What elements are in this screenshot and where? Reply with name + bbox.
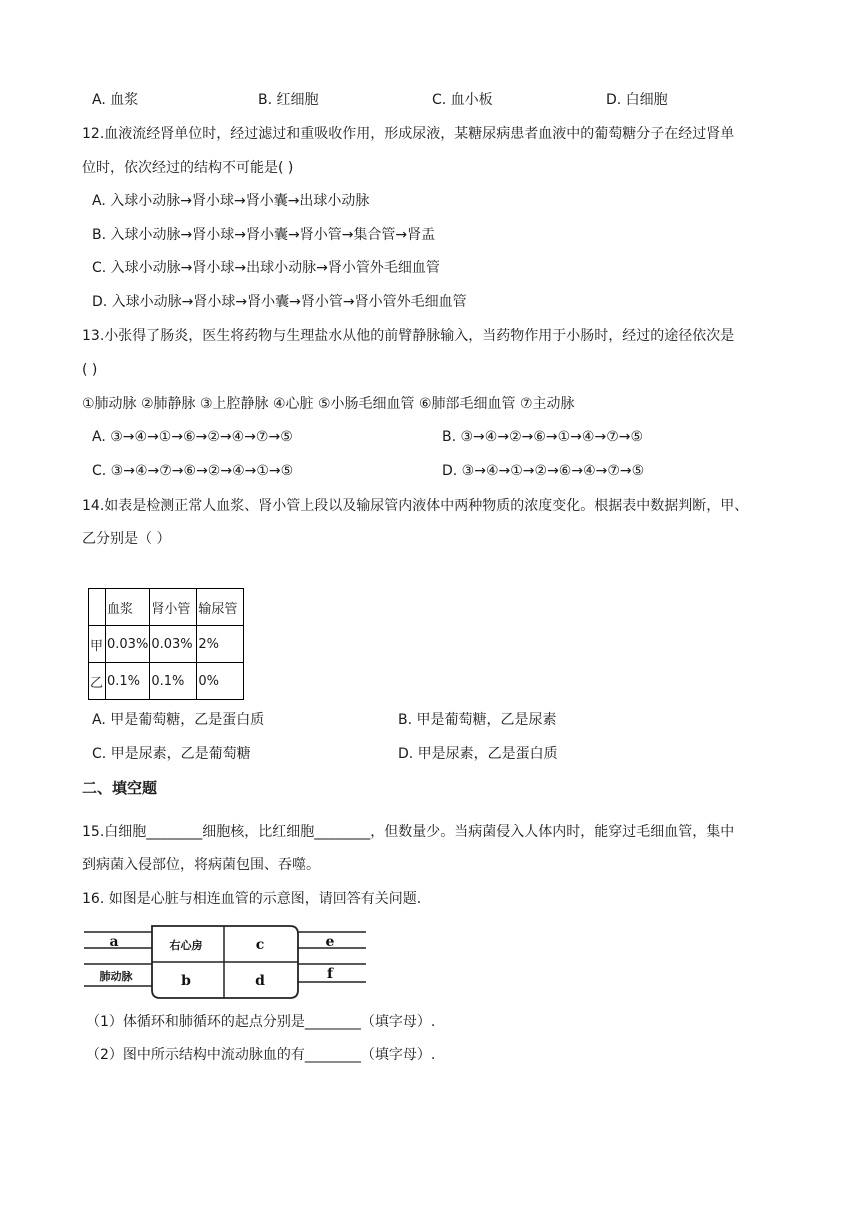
- table-header-cell: 肾小管: [150, 589, 197, 626]
- q11-option-a[interactable]: A. 血浆: [92, 92, 139, 108]
- q11-option-b[interactable]: B. 红细胞: [258, 92, 319, 108]
- q13-option-d[interactable]: D. ③→④→①→②→⑥→④→⑦→⑤: [442, 463, 645, 479]
- q12-option-a[interactable]: A. 入球小动脉→肾小球→肾小囊→出球小动脉: [92, 193, 370, 209]
- table-cell: 乙: [89, 663, 106, 700]
- q14-option-b[interactable]: B. 甲是葡萄糖，乙是尿素: [398, 712, 557, 728]
- table-cell: 0.1%: [150, 663, 197, 700]
- q14-option-a[interactable]: A. 甲是葡萄糖，乙是蛋白质: [92, 712, 265, 728]
- heart-vessel-diagram: [84, 924, 366, 1000]
- label-b: b: [181, 973, 191, 989]
- label-right-atrium: 右心房: [169, 939, 203, 952]
- q13-option-b[interactable]: B. ③→④→②→⑥→①→④→⑦→⑤: [442, 429, 644, 445]
- concentration-table: [88, 588, 244, 700]
- table-header-row: [89, 589, 244, 626]
- q16-stem: 16. 如图是心脏与相连血管的示意图，请回答有关问题.: [82, 891, 422, 907]
- table-row: [89, 663, 244, 700]
- table-header-cell: 血浆: [106, 589, 150, 626]
- q13-stem-line2: ( ): [82, 362, 98, 378]
- table-row: [89, 626, 244, 663]
- q13-option-c[interactable]: C. ③→④→⑦→⑥→②→④→①→⑤: [92, 463, 294, 479]
- label-d: d: [255, 973, 265, 989]
- q12-option-c[interactable]: C. 入球小动脉→肾小球→出球小动脉→肾小管外毛细血管: [92, 260, 440, 276]
- table-cell: 0.1%: [106, 663, 150, 700]
- label-f: f: [326, 966, 334, 982]
- table-cell: 0%: [197, 663, 244, 700]
- q14-stem-line1: 14.如表是检测正常人血浆、肾小管上段以及输尿管内液体中两种物质的浓度变化。根据表中数据判断，甲、: [82, 498, 749, 514]
- label-pulmonary-artery: 肺动脉: [99, 970, 133, 983]
- table-cell: 0.03%: [150, 626, 197, 663]
- q13-legend: ①肺动脉 ②肺静脉 ③上腔静脉 ④心脏 ⑤小肠毛细血管 ⑥肺部毛细血管 ⑦主动脉: [82, 396, 575, 412]
- q15-line1: 15.白细胞________细胞核，比红细胞________，但数量少。当病菌侵入人体内时，能穿过毛细血管，集中: [82, 824, 735, 840]
- q11-option-c[interactable]: C. 血小板: [432, 92, 493, 108]
- q14-option-c[interactable]: C. 甲是尿素，乙是葡萄糖: [92, 746, 251, 762]
- q13-stem-line1: 13.小张得了肠炎，医生将药物与生理盐水从他的前臂静脉输入，当药物作用于小肠时，经过的途径依次是: [82, 328, 735, 344]
- q12-stem-line1: 12.血液流经肾单位时，经过滤过和重吸收作用，形成尿液，某糖尿病患者血液中的葡萄糖分子在经过肾单: [82, 126, 735, 142]
- label-c: c: [255, 937, 265, 953]
- q16-sub2: （2）图中所示结构中流动脉血的有________（填字母）.: [86, 1047, 436, 1063]
- q12-option-d[interactable]: D. 入球小动脉→肾小球→肾小囊→肾小管→肾小管外毛细血管: [92, 294, 467, 310]
- q14-option-d[interactable]: D. 甲是尿素，乙是蛋白质: [398, 746, 558, 762]
- q12-option-b[interactable]: B. 入球小动脉→肾小球→肾小囊→肾小管→集合管→肾盂: [92, 227, 436, 243]
- table-header-cell: 输尿管: [197, 589, 244, 626]
- label-e: e: [325, 934, 335, 950]
- q16-sub1: （1）体循环和肺循环的起点分别是________（填字母）.: [86, 1014, 436, 1030]
- section-title: 二、填空题: [82, 779, 158, 797]
- table-cell: 2%: [197, 626, 244, 663]
- q12-stem-line2: 位时，依次经过的结构不可能是( ): [82, 160, 294, 176]
- q14-stem-line2: 乙分别是（ ）: [82, 531, 171, 547]
- q13-option-a[interactable]: A. ③→④→①→⑥→②→④→⑦→⑤: [92, 429, 293, 445]
- table-cell: 甲: [89, 626, 106, 663]
- q11-option-d[interactable]: D. 白细胞: [606, 92, 668, 108]
- table-header-cell: [89, 589, 106, 626]
- label-a: a: [109, 934, 119, 950]
- q15-line2: 到病菌入侵部位，将病菌包围、吞噬。: [82, 857, 320, 873]
- table-cell: 0.03%: [106, 626, 150, 663]
